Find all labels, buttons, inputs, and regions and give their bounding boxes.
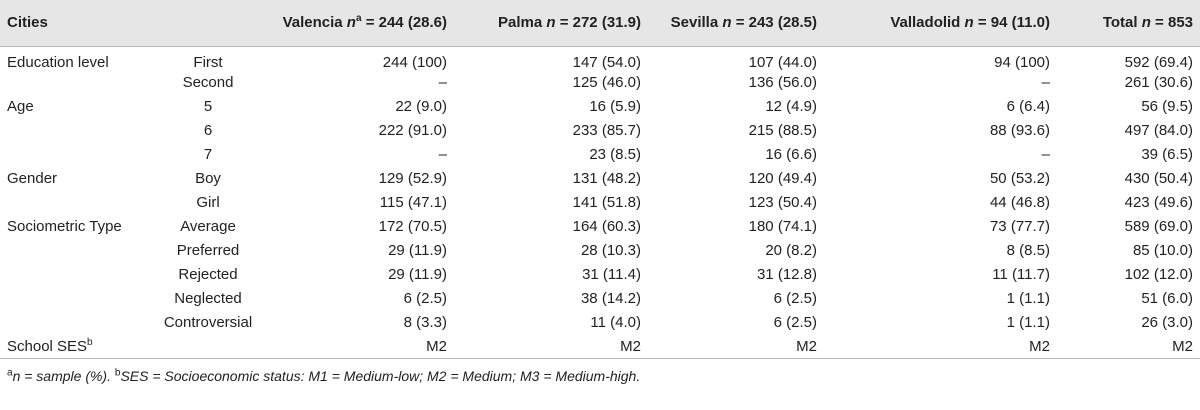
table-cell: 6 (2.5) (403, 290, 448, 307)
table-cell: 261 (30.6) (1124, 74, 1194, 91)
table-cell: 115 (47.1) (379, 194, 448, 211)
header-palma: Palma n = 272 (31.9) (454, 0, 648, 46)
table-cell: 136 (56.0) (748, 74, 818, 91)
table-cell: 589 (69.0) (1124, 218, 1194, 235)
table-cell: 31 (11.4) (582, 266, 642, 283)
header-sevilla: Sevilla n = 243 (28.5) (648, 0, 824, 46)
table-cell: 430 (50.4) (1124, 170, 1194, 187)
row-category (0, 191, 148, 215)
table-cell: 215 (88.5) (748, 122, 818, 139)
header-valencia: Valencia $n^a = 244$ (28.6) (268, 0, 454, 46)
table-row (0, 215, 1200, 239)
table-cell: 423 (49.6) (1124, 194, 1194, 211)
row-subcategory: Rejected (178, 266, 238, 283)
table-cell: 6 (2.5) (773, 314, 818, 331)
table-cell: 20 (8.2) (765, 242, 818, 259)
row-subcategory: Preferred (176, 242, 240, 259)
table-cell: 85 (10.0) (1132, 242, 1194, 259)
table-row (0, 287, 1200, 311)
table-cell: 51 (6.0) (1141, 290, 1194, 307)
table-row (0, 191, 1200, 215)
table-cell: 6 (6.4) (1006, 98, 1051, 115)
table-cell: 50 (53.2) (989, 170, 1051, 187)
table-cell: – (438, 146, 448, 163)
table-cell: M2 (824, 335, 1057, 359)
table-footnote: $^a$n = sample (%). $^b$SES = Socioeconomic status: M1 = Medium-low; M2 = Medium; M3 = Medium-high. (7, 367, 641, 384)
header-total: Total n = 853 (1057, 0, 1200, 46)
table-cell: 39 (6.5) (1141, 146, 1194, 163)
table-cell: 147 (54.0) (572, 53, 642, 71)
table-cell: 102 (12.0) (1124, 266, 1194, 283)
table-cell: 8 (8.5) (1006, 242, 1051, 259)
row-subcategory: 6 (203, 122, 213, 139)
table-row (0, 311, 1200, 335)
table-row (0, 46, 1200, 71)
row-category (0, 143, 148, 167)
header-valladolid: Valladolid n = 94 (11.0) (824, 0, 1057, 46)
table-cell: 23 (8.5) (589, 146, 642, 163)
table-cell: 1 (1.1) (1006, 290, 1051, 307)
header-row (0, 0, 1200, 46)
table-cell: 44 (46.8) (989, 194, 1051, 211)
row-category (0, 287, 148, 311)
row-subcategory: 7 (203, 146, 213, 163)
table-cell: 29 (11.9) (388, 266, 448, 283)
table-cell: 28 (10.3) (580, 242, 642, 259)
table-cell: 22 (9.0) (395, 98, 448, 115)
row-subcategory: Neglected (174, 290, 242, 307)
row-category: Sociometric Type (7, 218, 122, 235)
row-subcategory: Boy (195, 170, 221, 187)
table-cell: 38 (14.2) (580, 290, 642, 307)
table-cell: 6 (2.5) (773, 290, 818, 307)
table-cell: 1 (1.1) (1006, 314, 1051, 331)
table-cell: – (1041, 74, 1051, 91)
row-category (0, 311, 148, 335)
table-cell: 12 (4.9) (765, 98, 818, 115)
row-subcategory: 5 (203, 98, 213, 115)
table-row (0, 335, 1200, 359)
row-subcategory: Average (180, 218, 236, 235)
table-cell: M2 (1057, 335, 1200, 359)
table-cell: 11 (11.7) (992, 266, 1051, 283)
table-cell: 107 (44.0) (748, 53, 818, 71)
row-category (0, 71, 148, 95)
table-row (0, 143, 1200, 167)
table-cell: 222 (91.0) (378, 122, 448, 139)
table-cell: 56 (9.5) (1141, 98, 1194, 115)
table-cell: 94 (100) (994, 53, 1051, 71)
table-cell: 125 (46.0) (572, 74, 642, 91)
table-cell: 233 (85.7) (572, 122, 642, 139)
table-row (0, 95, 1200, 119)
table-cell: M2 (268, 335, 454, 359)
table-row (0, 263, 1200, 287)
table-cell: 141 (51.8) (572, 194, 642, 211)
table-cell: 73 (77.7) (989, 218, 1051, 235)
header-cities: Cities (0, 0, 268, 46)
table-cell: 16 (6.6) (765, 146, 818, 163)
table-cell: 131 (48.2) (572, 170, 642, 187)
row-subcategory: First (193, 53, 223, 71)
table-cell: M2 (648, 335, 824, 359)
table-body (0, 46, 1200, 359)
row-category: Age (7, 98, 34, 115)
row-category (0, 239, 148, 263)
table-cell: 29 (11.9) (388, 242, 448, 259)
table-cell: 26 (3.0) (1141, 314, 1194, 331)
table-row (0, 239, 1200, 263)
table-cell: 129 (52.9) (378, 170, 448, 187)
row-subcategory (148, 335, 268, 359)
table-cell: 497 (84.0) (1124, 122, 1194, 139)
table-cell: 120 (49.4) (748, 170, 818, 187)
row-subcategory: Second (182, 74, 234, 91)
table-row (0, 167, 1200, 191)
row-subcategory: Controversial (163, 314, 253, 331)
row-category: Gender (7, 170, 58, 187)
table-cell: 244 (100) (382, 53, 448, 71)
table-cell: M2 (454, 335, 648, 359)
table-row (0, 119, 1200, 143)
table-cell: – (438, 74, 448, 91)
table-cell: 592 (69.4) (1124, 53, 1194, 71)
table-cell: 164 (60.3) (572, 218, 642, 235)
table-cell: 11 (4.0) (590, 314, 642, 331)
row-category: School SES$^b$ (0, 335, 148, 359)
table-cell: 88 (93.6) (989, 122, 1051, 139)
table-row (0, 71, 1200, 95)
row-category (0, 119, 148, 143)
table-cell: 8 (3.3) (403, 314, 448, 331)
table-cell: 180 (74.1) (748, 218, 818, 235)
table-cell: – (1041, 146, 1051, 163)
row-category: Education level (7, 53, 109, 71)
table-cell: 123 (50.4) (748, 194, 818, 211)
table-cell: 16 (5.9) (589, 98, 642, 115)
row-category (0, 263, 148, 287)
table-cell: 172 (70.5) (378, 218, 448, 235)
table-cell: 31 (12.8) (756, 266, 818, 283)
row-subcategory: Girl (196, 194, 220, 211)
